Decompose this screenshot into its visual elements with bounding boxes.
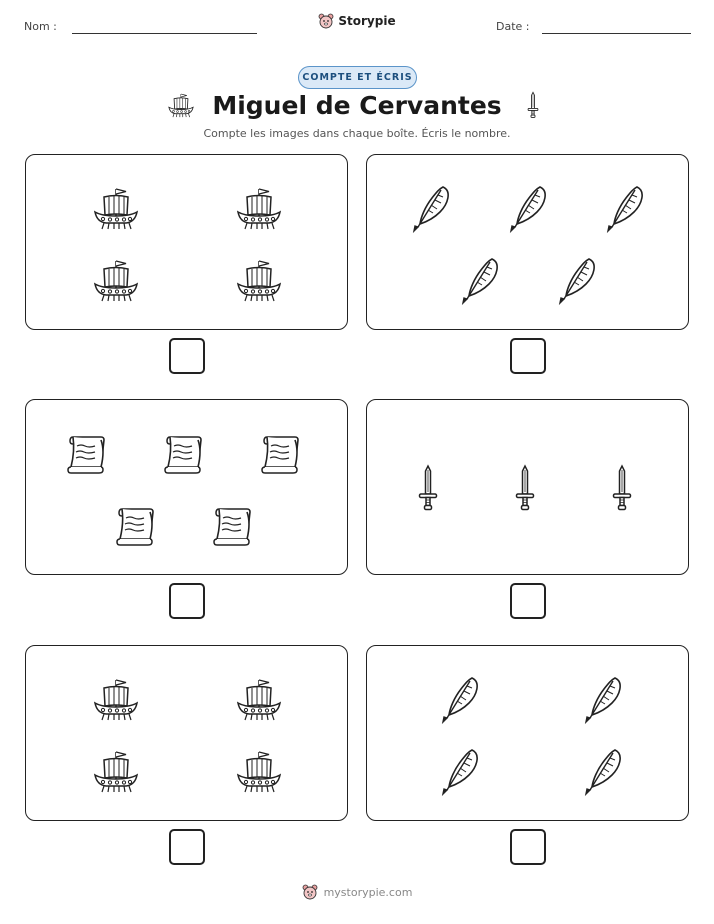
ship-icon [233,673,285,725]
ship-icon [233,182,285,234]
quill-icon [548,254,600,306]
ship-icon [233,254,285,306]
date-line[interactable] [542,33,691,34]
counting-box [25,399,348,575]
quill-icon [596,182,648,234]
answer-box[interactable] [169,829,205,865]
quill-icon [499,182,551,234]
ship-icon [90,182,142,234]
quill-icon [431,673,483,725]
footer-url: mystorypie.com [323,885,413,899]
name-line[interactable] [72,33,257,34]
quill-icon [574,745,626,797]
counting-box [366,399,689,575]
title-row [0,90,714,120]
scroll-icon [61,427,113,479]
name-label: Nom : [24,20,57,33]
ship-icon [166,90,196,120]
ship-icon [90,745,142,797]
counting-box [25,645,348,821]
sword-icon [402,462,454,514]
footer [0,884,714,900]
sword-icon [596,462,648,514]
activity-badge: COMPTE ET ÉCRIS [298,66,417,89]
sword-icon [499,462,551,514]
scroll-icon [255,427,307,479]
answer-box[interactable] [510,338,546,374]
quill-icon [451,254,503,306]
answer-box[interactable] [510,583,546,619]
quill-icon [402,182,454,234]
ship-icon [90,254,142,306]
bear-logo-icon [302,884,318,900]
scroll-icon [207,499,259,551]
instructions: Compte les images dans chaque boîte. Écris le nombre. [203,127,511,140]
page-title: Miguel de Cervantes [212,90,502,120]
scroll-icon [158,427,210,479]
date-label: Date : [496,20,530,33]
answer-box[interactable] [169,583,205,619]
sword-icon [518,90,548,120]
quill-icon [574,673,626,725]
answer-box[interactable] [510,829,546,865]
ship-icon [90,673,142,725]
answer-box[interactable] [169,338,205,374]
counting-box [25,154,348,330]
brand-logo [0,13,714,29]
quill-icon [431,745,483,797]
bear-logo-icon [318,13,334,29]
counting-box [366,645,689,821]
brand-name: Storypie [338,14,396,28]
scroll-icon [110,499,162,551]
counting-box [366,154,689,330]
ship-icon [233,745,285,797]
